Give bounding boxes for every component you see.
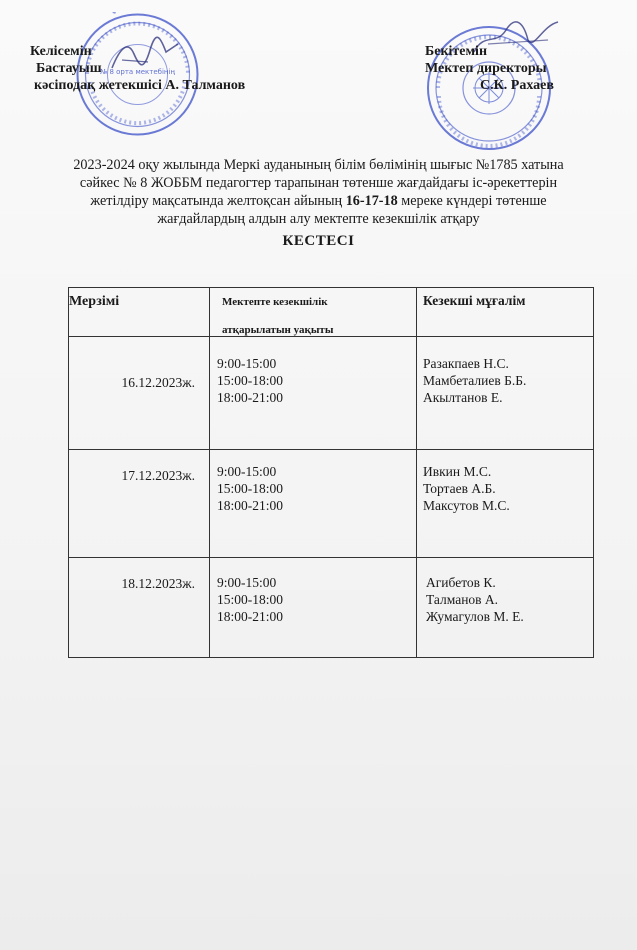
- table-row: [69, 558, 594, 658]
- date-cell: 17.12.2023ж.: [69, 450, 210, 558]
- header-time-line1: Мектепте кезекшілік: [222, 296, 328, 308]
- intro-line3-a: жетілдіру мақсатында желтоқсан айының: [90, 193, 346, 209]
- intro-line2: сәйкес № 8 ЖОББМ педагогтер тарапынан төтенше жағдайдағы іс-әрекеттерін: [79, 175, 558, 191]
- table-row: [69, 337, 594, 450]
- time-slot: 15:00-18:00: [217, 592, 283, 607]
- union-stamp-text: № 8 орта мектебінің: [99, 68, 176, 76]
- header-date: Мерзімі: [69, 288, 210, 337]
- intro-paragraph: [20, 156, 617, 228]
- teacher-name: Талманов А.: [426, 592, 499, 607]
- intro-line1: 2023-2024 оқу жылында Меркі ауданының білім бөлімінің шығыс №1785 хатына: [73, 157, 564, 173]
- director-approval-line2: Мектеп директоры: [425, 61, 547, 76]
- union-approval-line1: Келісемін: [30, 44, 92, 59]
- teacher-name: Акылтанов Е.: [423, 390, 503, 405]
- teacher-cell: [417, 450, 594, 558]
- teacher-name: Агибетов К.: [426, 575, 496, 590]
- teacher-name: Жумагулов М. Е.: [426, 609, 524, 624]
- intro-dates: 16-17-18: [345, 193, 398, 209]
- teacher-cell: [417, 558, 594, 658]
- intro-line3: [20, 192, 617, 210]
- teacher-name: Тортаев А.Б.: [423, 481, 496, 496]
- director-approval: [425, 43, 554, 94]
- header-time-line2: атқарылатын уақыты: [222, 324, 334, 336]
- date-cell: 18.12.2023ж.: [69, 558, 210, 658]
- time-slot: 18:00-21:00: [217, 498, 283, 513]
- table-row: [69, 450, 594, 558]
- union-approval: [30, 43, 245, 94]
- teacher-cell: [417, 337, 594, 450]
- time-cell: [210, 558, 417, 658]
- intro-line4: жағдайлардың алдын алу мектепте кезекшілік атқару: [157, 211, 480, 227]
- time-slot: 9:00-15:00: [217, 464, 277, 479]
- intro-line3-c: мереке күндері төтенше: [397, 193, 547, 209]
- time-slot: 9:00-15:00: [217, 575, 277, 590]
- duty-schedule-table: [68, 287, 594, 658]
- header-time: [210, 288, 417, 337]
- table-header-row: [69, 288, 594, 337]
- teacher-name: Ивкин М.С.: [423, 464, 492, 479]
- union-approval-line2: Бастауыш: [36, 61, 102, 76]
- director-approval-line1: Бекітемін: [425, 44, 488, 59]
- document-title: КЕСТЕСІ: [282, 233, 355, 249]
- time-slot: 18:00-21:00: [217, 390, 283, 405]
- director-approval-line3: С.К. Рахаев: [480, 78, 554, 93]
- time-slot: 9:00-15:00: [217, 356, 277, 371]
- time-slot: 15:00-18:00: [217, 481, 283, 496]
- teacher-name: Максутов М.С.: [423, 498, 510, 513]
- header-teacher: Кезекші мұғалім: [417, 288, 594, 337]
- teacher-name: Мамбеталиев Б.Б.: [423, 373, 527, 388]
- time-slot: 18:00-21:00: [217, 609, 283, 624]
- time-cell: [210, 450, 417, 558]
- date-cell: 16.12.2023ж.: [69, 337, 210, 450]
- time-cell: [210, 337, 417, 450]
- teacher-name: Разакпаев Н.С.: [423, 356, 509, 371]
- time-slot: 15:00-18:00: [217, 373, 283, 388]
- union-approval-line3: кәсіподақ жетекшісі А. Талманов: [34, 78, 246, 93]
